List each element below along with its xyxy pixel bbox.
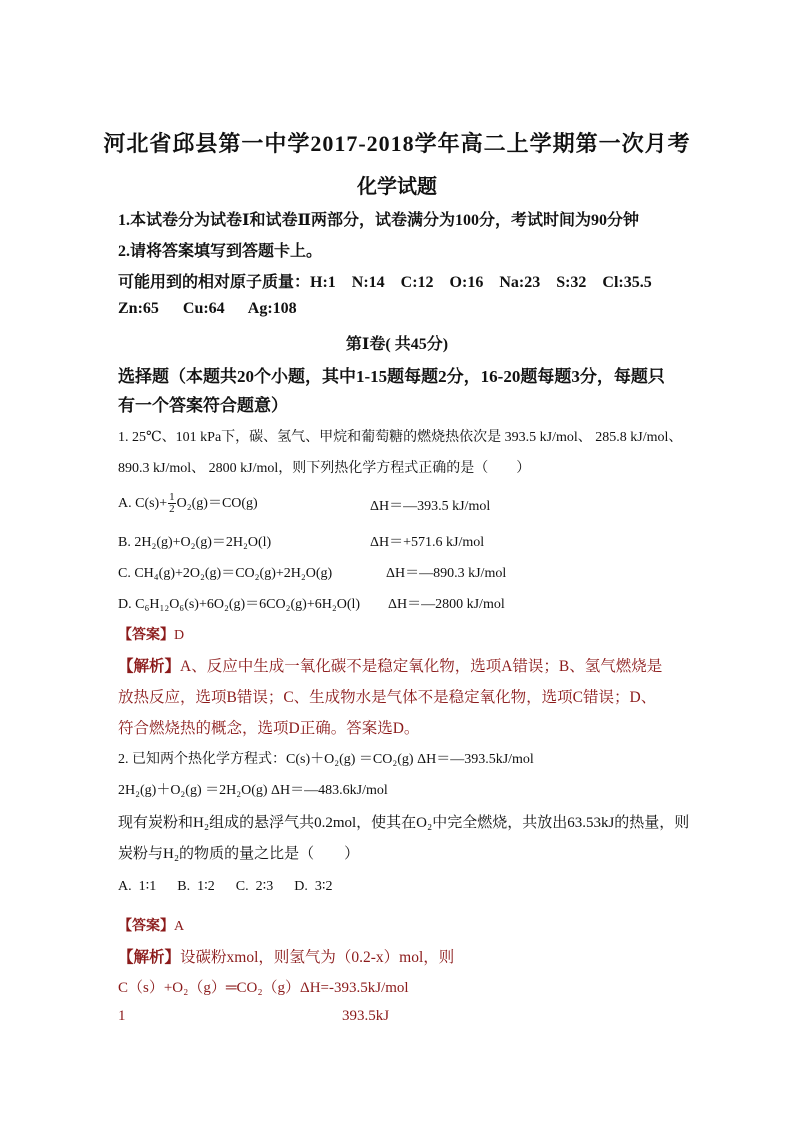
- section-title: 第Ⅰ卷( 共45分): [345, 336, 449, 353]
- q1-option-b-enthalpy: ΔH＝+571.6 kJ/mol: [370, 535, 485, 550]
- section-intro-line-1: 选择题（本题共20个小题，其中1-15题每题2分，16-20题每题3分，每题只: [118, 367, 665, 386]
- q1-option-d-enthalpy: ΔH＝—2800 kJ/mol: [388, 597, 505, 612]
- atomic-masses-line-2: Zn:65 Cu:64 Ag:108: [118, 300, 297, 317]
- q2-answer: [118, 915, 184, 935]
- q1-stem-line-1: 1. 25℃、101 kPa下，碳、氢气、甲烷和葡萄糖的燃烧热依次是 393.5 kJ/mol、 285.8 kJ/mol、: [118, 430, 683, 445]
- q2-explanation-line-1: 【解析】设碳粉xmol，则氢气为（0.2-x）mol，则: [118, 949, 455, 966]
- q1-option-a-label: A. C(s)+: [118, 496, 168, 511]
- atomic-masses-line-1: 可能用到的相对原子质量：H:1 N:14 C:12 O:16 Na:23 S:32 Cl:35.5: [118, 274, 652, 291]
- answer-value: D: [174, 628, 185, 643]
- document-title: 河北省邱县第一中学2017-2018学年高二上学期第一次月考: [103, 131, 691, 156]
- answer-tag: 【答案】: [118, 919, 174, 934]
- q1-option-b: B. 2H₂(g)+O₂(g)＝2H₂O(l): [118, 535, 272, 550]
- document-subtitle: 化学试题: [357, 176, 437, 198]
- q1-option-a-equation: O₂(g)＝CO(g): [176, 496, 258, 511]
- q2-explanation-line-2: C（s）+O₂（g）═CO₂（g）ΔH=-393.5kJ/mol: [118, 980, 409, 996]
- q1-option-a: [118, 492, 258, 515]
- q1-explanation-line-1: 【解析】A、反应中生成一氧化碳不是稳定氧化物，选项A错误；B、氢气燃烧是: [118, 658, 663, 675]
- q2-stem-line-4: 炭粉与H₂的物质的量之比是（ ）: [118, 846, 360, 862]
- fraction-one-half: $\frac{1}{2}$: [169, 491, 175, 516]
- q1-option-c-enthalpy: ΔH＝—890.3 kJ/mol: [386, 566, 507, 581]
- q1-option-d: D. C₆H₁₂O₆(s)+6O₂(g)＝6CO₂(g)+6H₂O(l): [118, 597, 361, 612]
- q1-stem-line-2: 890.3 kJ/mol、 2800 kJ/mol，则下列热化学方程式正确的是（ ）: [118, 461, 531, 476]
- q1-answer: [118, 624, 184, 644]
- q2-stem-line-3: 现有炭粉和H₂组成的悬浮气共0.2mol，使其在O₂中完全燃烧，共放出63.53kJ的热量，则: [118, 815, 690, 831]
- answer-value: A: [174, 919, 185, 934]
- q1-option-c: C. CH₄(g)+2O₂(g)＝CO₂(g)+2H₂O(g): [118, 566, 333, 581]
- q2-stem-line-1: 2. 已知两个热化学方程式：C(s)＋O₂(g) ＝CO₂(g) ΔH＝—393.5kJ/mol: [118, 752, 534, 767]
- answer-tag: 【答案】: [118, 628, 174, 643]
- q1-explanation-line-3: 符合燃烧热的概念，选项D正确。答案选D。: [118, 720, 420, 737]
- note-2: 2.请将答案填写到答题卡上。: [118, 243, 323, 260]
- explanation-tag: 【解析】: [118, 949, 181, 966]
- q1-option-a-enthalpy: ΔH＝—393.5 kJ/mol: [370, 499, 491, 514]
- q2-options: A. 1∶1 B. 1∶2 C. 2∶3 D. 3∶2: [118, 879, 333, 894]
- q2-explanation-line-3-left: 1: [118, 1008, 126, 1024]
- section-intro-line-2: 有一个答案符合题意）: [118, 396, 288, 415]
- q1-explanation-line-2: 放热反应，选项B错误；C、生成物水是气体不是稳定氧化物，选项C错误；D、: [118, 689, 657, 706]
- explanation-tag: 【解析】: [118, 658, 181, 675]
- q2-explanation-line-3-right: 393.5kJ: [342, 1008, 390, 1024]
- q2-stem-line-2: 2H₂(g)＋O₂(g) ＝2H₂O(g) ΔH＝—483.6kJ/mol: [118, 783, 388, 798]
- note-1: 1.本试卷分为试卷Ⅰ和试卷Ⅱ两部分，试卷满分为100分，考试时间为90分钟: [118, 212, 639, 229]
